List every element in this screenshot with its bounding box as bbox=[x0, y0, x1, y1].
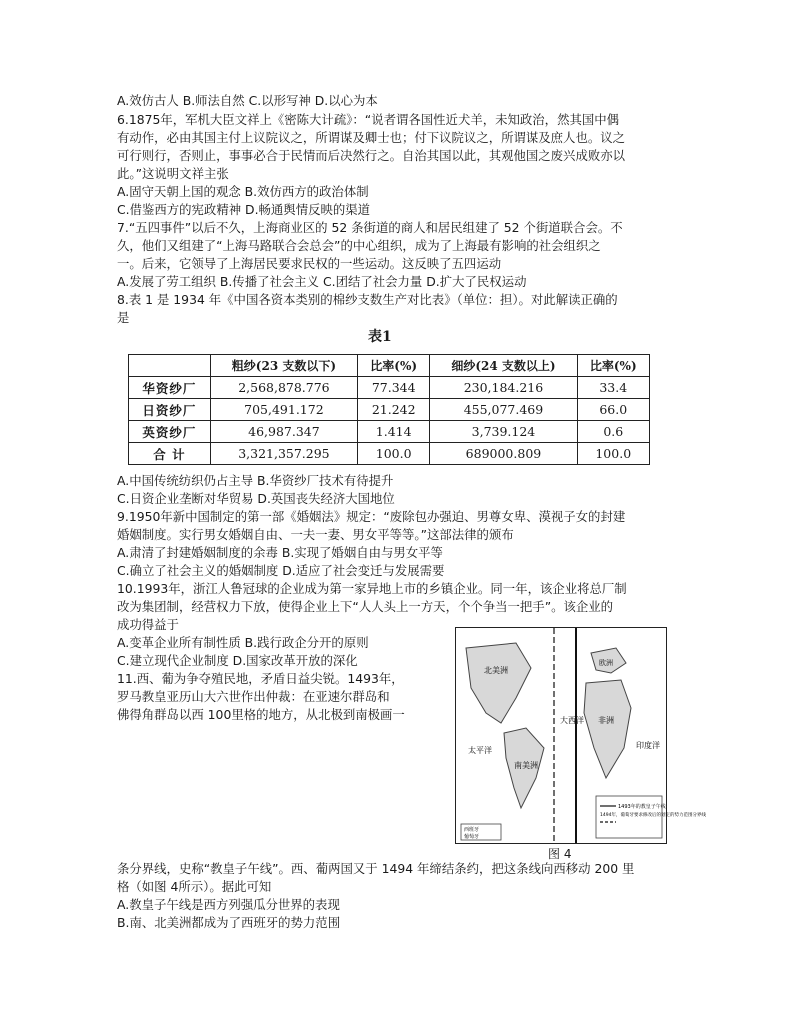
text-line: A.固守天朝上国的观念 B.效仿西方的政治体制 bbox=[117, 184, 369, 199]
map-legend-text: 1494年，葡萄牙要求修改后的划定的势力范围分界线 bbox=[600, 813, 706, 818]
table-row bbox=[129, 443, 650, 465]
text-line: A.效仿古人 B.师法自然 C.以形写神 D.以心为本 bbox=[117, 93, 378, 108]
text-line: 一。后来，它领导了上海居民要求民权的一些运动。这反映了五四运动 bbox=[117, 256, 502, 271]
table-cell: 100.0 bbox=[577, 443, 649, 465]
text-line: 11.西、葡为争夺殖民地，矛盾日益尖锐。1493年， bbox=[117, 671, 404, 686]
table-header: 比率(%) bbox=[577, 355, 649, 377]
map-label: 大西洋 bbox=[560, 716, 584, 725]
table-cell: 0.6 bbox=[577, 421, 649, 443]
text-line: 久，他们又组建了“上海马路联合会总会”的中心组织，成为了上海最有影响的社会组织之 bbox=[117, 238, 601, 253]
text-line: 格（如图 4所示）。据此可知 bbox=[117, 879, 272, 894]
text-line: C.建立现代企业制度 D.国家改革开放的深化 bbox=[117, 653, 358, 668]
map-label: 太平洋 bbox=[468, 746, 492, 755]
table-row bbox=[129, 377, 650, 399]
table-cell: 日资纱厂 bbox=[129, 399, 211, 421]
text-line: C.确立了社会主义的婚姻制度 D.适应了社会变迁与发展需要 bbox=[117, 563, 445, 578]
text-line: 成功得益于 bbox=[117, 617, 179, 632]
text-line: 可行则行，否则止，事事必合于民情而后决然行之。自治其国以此，其观他国之废兴成败亦以 bbox=[117, 148, 626, 163]
map-legend-text: 西班牙 bbox=[464, 827, 480, 833]
text-line: B.南、北美洲都成为了西班牙的势力范围 bbox=[117, 915, 341, 930]
table-row bbox=[129, 399, 650, 421]
text-line: 此。”这说明文祥主张 bbox=[117, 166, 229, 181]
table-cell: 77.344 bbox=[357, 377, 429, 399]
table-header: 细纱(24 支数以上) bbox=[430, 355, 577, 377]
text-line: A.发展了劳工组织 B.传播了社会主义 C.团结了社会力量 D.扩大了民权运动 bbox=[117, 274, 527, 289]
table-cell: 100.0 bbox=[357, 443, 429, 465]
text-line: A.中国传统纺织仍占主导 B.华资纱厂技术有待提升 bbox=[117, 473, 394, 488]
table-header-row bbox=[129, 355, 650, 377]
table-cell: 66.0 bbox=[577, 399, 649, 421]
table-cell: 3,321,357.295 bbox=[210, 443, 357, 465]
table-cell: 46,987.347 bbox=[210, 421, 357, 443]
table-cell: 1.414 bbox=[357, 421, 429, 443]
map-label: 非洲 bbox=[598, 716, 614, 725]
text-line: 有动作，必由其国主付上议院议之，所谓谋及卿士也；付下议院议之，所谓谋及庶人也。议之 bbox=[117, 130, 626, 145]
map-label: 印度洋 bbox=[636, 741, 660, 750]
text-line: 是 bbox=[117, 310, 130, 325]
map-legend-text: 葡萄牙 bbox=[464, 834, 480, 840]
text-line: A.肃清了封建婚姻制度的余毒 B.实现了婚姻自由与男女平等 bbox=[117, 545, 443, 560]
text-line: 6.1875年，军机大臣文祥上《密陈大计疏》：“说者谓各国性近犬羊，未知政治，然其国中偶 bbox=[117, 112, 620, 127]
text-line: 罗马教皇亚历山大六世作出仲裁：在亚速尔群岛和 bbox=[117, 689, 390, 704]
table-row bbox=[129, 421, 650, 443]
text-line: A.教皇子午线是西方列强瓜分世界的表现 bbox=[117, 897, 340, 912]
text-line: 改为集团制，经营权力下放，使得企业上下“人人头上一方天，个个争当一把手”。该企业的 bbox=[117, 599, 614, 614]
table-cell: 合 计 bbox=[129, 443, 211, 465]
text-line: 10.1993年，浙江人鲁冠球的企业成为第一家异地上市的乡镇企业。同一年，该企业将总厂制 bbox=[117, 581, 627, 596]
table-header: 粗纱(23 支数以下) bbox=[210, 355, 357, 377]
text-line: 7.“五四事件”以后不久，上海商业区的 52 条街道的商人和居民组建了 52 个街道联合会。不 bbox=[117, 220, 623, 235]
data-table bbox=[128, 354, 650, 465]
text-line: 条分界线，史称“教皇子午线”。西、葡两国又于 1494 年缔结条约，把这条线向西移动 200 里 bbox=[117, 861, 635, 876]
table-header: 比率(%) bbox=[357, 355, 429, 377]
table-cell: 33.4 bbox=[577, 377, 649, 399]
map-label: 欧洲 bbox=[599, 659, 613, 667]
map-legend-text: 1493年的教皇子午线 bbox=[618, 804, 666, 810]
text-line: C.日资企业垄断对华贸易 D.英国丧失经济大国地位 bbox=[117, 491, 395, 506]
table-cell: 230,184.216 bbox=[430, 377, 577, 399]
table-cell: 2,568,878.776 bbox=[210, 377, 357, 399]
text-line: 佛得角群岛以西 100里格的地方，从北极到南极画一 bbox=[117, 707, 405, 722]
table-cell: 3,739.124 bbox=[430, 421, 577, 443]
table-cell: 705,491.172 bbox=[210, 399, 357, 421]
text-line: 婚姻制度。实行男女婚姻自由、一夫一妻、男女平等等。”这部法律的颁布 bbox=[117, 527, 514, 542]
world-map-graphic bbox=[456, 628, 706, 843]
table-title: 表1 bbox=[368, 329, 392, 345]
text-line: 9.1950年新中国制定的第一部《婚姻法》规定：“废除包办强迫、男尊女卑、漠视子女的封建 bbox=[117, 509, 626, 524]
table-cell: 455,077.469 bbox=[430, 399, 577, 421]
text-line: A.变革企业所有制性质 B.践行政企分开的原则 bbox=[117, 635, 369, 650]
map-figure bbox=[455, 627, 706, 844]
table-cell: 21.242 bbox=[357, 399, 429, 421]
map-label: 南美洲 bbox=[514, 761, 538, 770]
figure-caption: 图 4 bbox=[548, 847, 572, 861]
table-cell: 英资纱厂 bbox=[129, 421, 211, 443]
table-cell: 689000.809 bbox=[430, 443, 577, 465]
text-line: C.借鉴西方的宪政精神 D.畅通舆情反映的渠道 bbox=[117, 202, 371, 217]
table-cell: 华资纱厂 bbox=[129, 377, 211, 399]
table-header bbox=[129, 355, 211, 377]
map-label: 北美洲 bbox=[484, 666, 508, 675]
text-line: 8.表 1 是 1934 年《中国各资本类别的棉纱支数生产对比表》（单位：担）。对此解读正确的 bbox=[117, 292, 618, 307]
